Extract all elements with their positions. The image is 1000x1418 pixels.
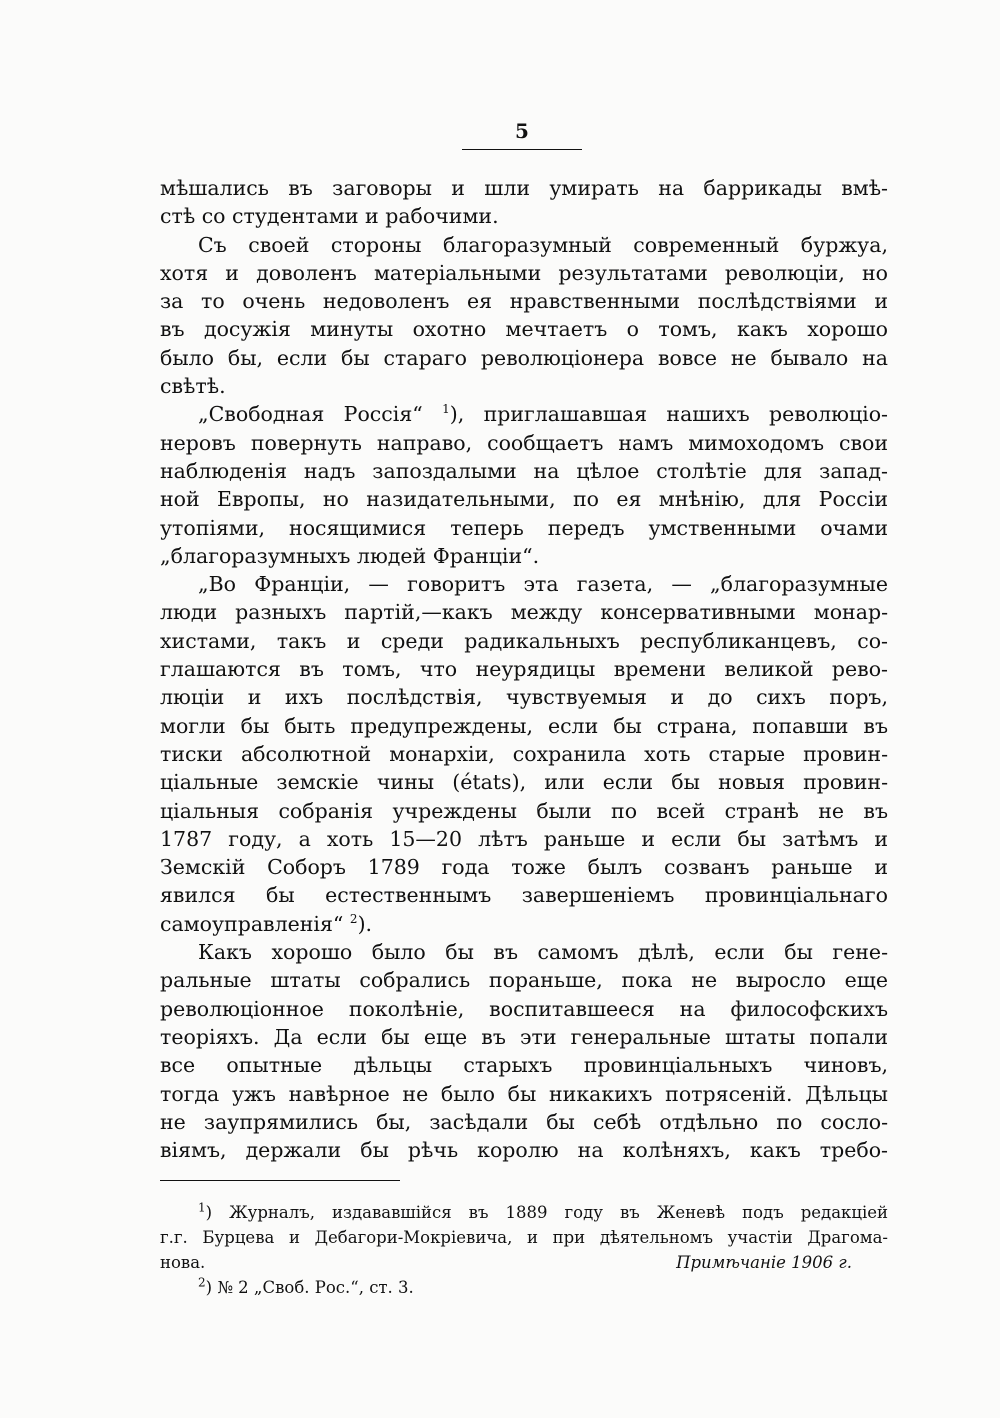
text-line: Съ своей стороны благоразумный современный буржуа, <box>198 232 888 257</box>
text-line: ной Европы, но назидательными, по ея мнѣнію, для Россіи <box>160 487 888 512</box>
text-line: за то очень недоволенъ ея нравственными послѣдствіями и <box>160 289 888 314</box>
text-line: люди разныхъ партій,—какъ между консервативными монар- <box>160 600 888 625</box>
footnote-1-text: нова. <box>160 1253 206 1272</box>
text-fragment: самоуправленія“ <box>160 911 344 936</box>
footnote-1-line <box>160 1200 888 1225</box>
text-line: революціонное поколѣніе, воспитавшееся на философскихъ <box>160 996 888 1021</box>
text-line: тиски абсолютной монархіи, сохранила хоть старые провин- <box>160 741 888 766</box>
footnote-1-text: ) Журналъ, издававшійся въ 1889 году въ Женевѣ подъ редакціей <box>205 1203 888 1222</box>
text-line: „благоразумныхъ людей Франціи“. <box>160 543 540 568</box>
text-line: Земскій Соборъ 1789 года тоже былъ созванъ раньше и <box>160 855 888 880</box>
text-line: „Во Франціи, — говоритъ эта газета, — „благоразумные <box>198 572 888 597</box>
footnote-1-editor-note: Примѣчаніе 1906 г. <box>676 1253 852 1272</box>
text-line: хотя и доволенъ матеріальными результатами революціи, но <box>160 260 888 285</box>
text-line: въ досужія минуты охотно мечтаетъ о томъ, какъ хорошо <box>160 317 888 342</box>
footnote-1-marker: 1 <box>198 1200 206 1215</box>
text-line: все опытные дѣльцы старыхъ провинціальныхъ чиновъ, <box>160 1053 888 1078</box>
footnote-1-line <box>160 1250 888 1275</box>
text-fragment: ), приглашавшая нашихъ революціо- <box>449 402 888 427</box>
text-line: люціи и ихъ послѣдствія, чувствуемыя и до сихъ поръ, <box>160 685 888 710</box>
page-number: 5 <box>515 119 529 143</box>
text-line: наблюденія надъ запоздалыми на цѣлое столѣтіе для запад- <box>160 458 888 483</box>
text-line: глашаются въ томъ, что неурядицы времени великой рево- <box>160 657 888 682</box>
text-line: ральные штаты собрались пораньше, пока не выросло еще <box>160 968 888 993</box>
text-line <box>160 910 888 938</box>
text-line: мѣшались въ заговоры и шли умирать на баррикады вмѣ- <box>160 176 888 200</box>
text-line: могли бы быть предупреждены, если бы страна, попавши въ <box>160 713 888 738</box>
text-line: хистами, такъ и среди радикальныхъ республиканцевъ, со- <box>160 628 888 653</box>
text-line: тогда ужъ навѣрное не было бы никакихъ потрясеній. Дѣльцы <box>160 1081 888 1106</box>
body-text <box>160 174 888 1164</box>
text-line: явился бы естественнымъ завершеніемъ провинціальнаго <box>160 883 888 908</box>
text-line: ціальные земскіе чины (états), или если бы новыя провин- <box>160 770 888 795</box>
footnote-ref-1: 1 <box>442 402 450 417</box>
footnote-ref-2: 2 <box>349 911 358 926</box>
text-line: утопіями, носящимися теперь передъ умственными очами <box>160 515 888 540</box>
text-line: было бы, если бы стараго революціонера вовсе не бывало на <box>160 345 888 370</box>
text-line <box>160 400 888 428</box>
text-line: стѣ со студентами и рабочими. <box>160 204 499 229</box>
text-line: ціальныя собранія учреждены были по всей странѣ не въ <box>160 798 888 823</box>
text-line: Какъ хорошо было бы въ самомъ дѣлѣ, если бы гене- <box>198 940 888 965</box>
footnote-2-line <box>160 1275 888 1300</box>
text-line: неровъ повернуть направо, сообщаетъ намъ мимоходомъ свои <box>160 430 888 455</box>
footnote-rule <box>160 1180 400 1181</box>
text-fragment: „Свободная Россія“ <box>198 402 423 427</box>
text-line: віямъ, держали бы рѣчь королю на колѣняхъ, какъ требо- <box>160 1138 888 1163</box>
page-number-rule <box>462 149 582 150</box>
text-fragment: ). <box>357 911 373 936</box>
text-line: свѣтѣ. <box>160 374 226 399</box>
text-line: 1787 году, а хоть 15—20 лѣтъ раньше и если бы затѣмъ и <box>160 826 888 851</box>
footnote-2-text: ) № 2 „Своб. Рос.“, ст. 3. <box>205 1278 414 1297</box>
text-line: не заупрямились бы, засѣдали бы себѣ отдѣльно по сосло- <box>160 1109 888 1134</box>
text-line: теоріяхъ. Да если бы еще въ эти генеральные штаты попали <box>160 1024 888 1049</box>
footnotes <box>160 1200 888 1300</box>
footnote-1-line: г.г. Бурцева и Дебагори-Мокріевича, и при дѣятельномъ участіи Драгома- <box>160 1228 888 1247</box>
footnote-2-marker: 2 <box>198 1275 206 1290</box>
